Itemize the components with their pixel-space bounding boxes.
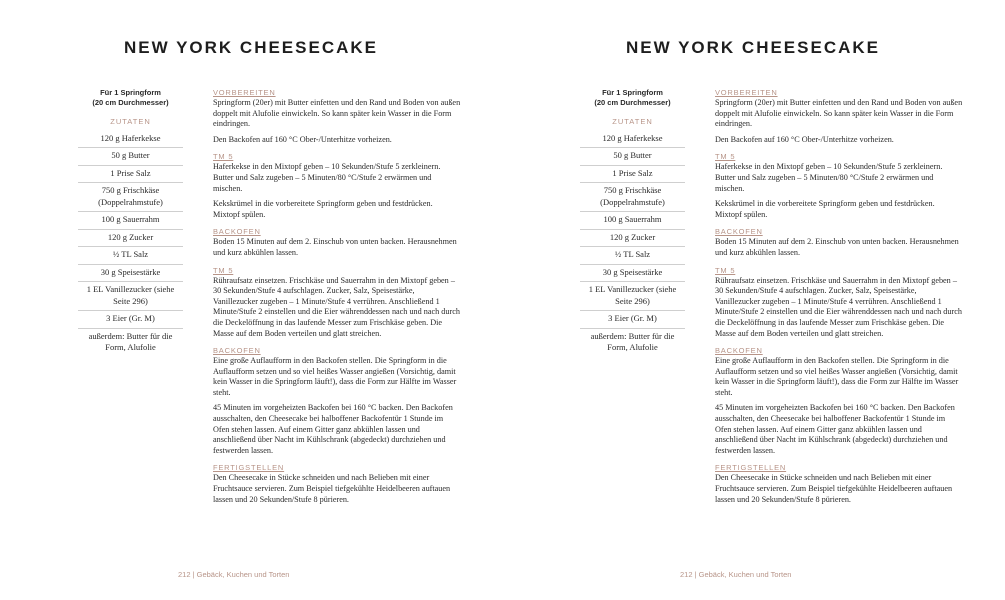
ingredient-item: außerdem: Butter für die Form, Alufolie: [88, 330, 173, 352]
step-paragraph: Rühraufsatz einsetzen. Frischkäse und Sauerrahm in den Mixtopf geben – 30 Sekunden/Stufe 4 aufschlagen. Zucker, Salz, Speisestärke, Vanillezucker zugeben – 1 Minute/Stufe 4 verrühren. Anschließend 1 Minute/Stufe 2 einstellen und die Eier währenddessen nach und nach durch die Deckelöffnung in das laufende Messer zum Frischkäse geben. Die Masse auf dem Boden verteilen und glatt streichen.: [213, 275, 460, 338]
serving-size-line2: (20 cm Durchmesser): [92, 98, 169, 107]
step-heading: TM 5: [213, 152, 234, 162]
page-footer: 212 | Gebäck, Kuchen und Torten: [178, 570, 290, 579]
ingredient-item: 50 g Butter: [580, 148, 685, 166]
step-heading: FERTIGSTELLEN: [213, 463, 285, 473]
step-paragraph: Den Cheesecake in Stücke schneiden und nach Belieben mit einer Fruchtsauce servieren. Zum Beispiel tiefgekühlte Heidelbeeren auftauen lassen und 20 Sekunden/Stufe 8 pürieren.: [715, 473, 953, 504]
ingredient-item: 1 EL Vanillezucker (siehe Seite 296): [580, 282, 685, 311]
step-paragraph: Haferkekse in den Mixtopf geben – 10 Sekunden/Stufe 5 zerkleinern. Butter und Salz zugeben – 5 Minuten/80 °C/Stufe 2 erwärmen und mischen.: [715, 162, 943, 193]
ingredient-item: 120 g Zucker: [78, 230, 183, 248]
ingredient-item: ½ TL Salz: [580, 247, 685, 265]
ingredient-item: 1 Prise Salz: [580, 166, 685, 184]
step-heading: BACKOFEN: [213, 227, 261, 237]
ingredients-heading: ZUTATEN: [612, 117, 653, 126]
ingredient-item: 120 g Zucker: [580, 230, 685, 248]
step-heading: FERTIGSTELLEN: [715, 463, 787, 473]
page-footer: 212 | Gebäck, Kuchen und Torten: [680, 570, 792, 579]
serving-size-line1: Für 1 Springform: [100, 88, 161, 97]
ingredient-item: 30 g Speisestärke: [580, 265, 685, 283]
step-heading: BACKOFEN: [715, 227, 763, 237]
ingredients-column: [78, 88, 183, 357]
ingredient-item: 100 g Sauerrahm: [580, 212, 685, 230]
step-paragraph: Rühraufsatz einsetzen. Frischkäse und Sauerrahm in den Mixtopf geben – 30 Sekunden/Stufe 4 aufschlagen. Zucker, Salz, Speisestärke, Vanillezucker zugeben – 1 Minute/Stufe 4 verrühren. Anschließend 1 Minute/Stufe 2 einstellen und die Eier währenddessen nach und nach durch die Deckelöffnung in das laufende Messer zum Frischkäse geben. Die Masse auf dem Boden verteilen und glatt streichen.: [715, 275, 962, 338]
ingredient-item: 120 g Haferkekse: [78, 131, 183, 149]
serving-size-line2: (20 cm Durchmesser): [594, 98, 671, 107]
ingredients-column: [580, 88, 685, 357]
step-paragraph: Kekskrümel in die vorbereitete Springform geben und festdrücken. Mixtopf spülen.: [213, 199, 433, 219]
ingredients-list: [78, 131, 183, 357]
ingredient-item: 750 g Frischkäse (Doppelrahmstufe): [78, 183, 183, 212]
ingredient-item: 3 Eier (Gr. M): [580, 311, 685, 329]
ingredient-item: 750 g Frischkäse (Doppelrahmstufe): [580, 183, 685, 212]
ingredient-item: 120 g Haferkekse: [580, 131, 685, 149]
ingredient-item: ½ TL Salz: [78, 247, 183, 265]
step-paragraph: Springform (20er) mit Butter einfetten und den Rand und Boden von außen doppelt mit Alufolie einwickeln. So kann später kein Wasser in die Form eindringen.: [213, 98, 461, 129]
step-paragraph: Haferkekse in den Mixtopf geben – 10 Sekunden/Stufe 5 zerkleinern. Butter und Salz zugeben – 5 Minuten/80 °C/Stufe 2 erwärmen und mischen.: [213, 162, 441, 193]
step-paragraph: Den Backofen auf 160 °C Ober-/Unterhitze vorheizen.: [213, 134, 392, 144]
left-page: [0, 0, 502, 600]
step-heading: TM 5: [213, 265, 234, 275]
step-paragraph: Springform (20er) mit Butter einfetten und den Rand und Boden von außen doppelt mit Alufolie einwickeln. So kann später kein Wasser in die Form eindringen.: [715, 98, 963, 129]
ingredients-heading: ZUTATEN: [110, 117, 151, 126]
recipe-title: NEW YORK CHEESECAKE: [626, 38, 880, 57]
step-paragraph: Kekskrümel in die vorbereitete Springform geben und festdrücken. Mixtopf spülen.: [715, 199, 935, 219]
step-heading: VORBEREITEN: [213, 88, 276, 97]
step-paragraph: 45 Minuten im vorgeheizten Backofen bei 160 °C backen. Den Backofen ausschalten, den Cheesecake bei halboffener Backofentür 1 Stunde im Ofen stehen lassen. Auf einem Gitter ganz abkühlen lassen und anschließend über Nacht im Kühlschrank (abgedeckt) durchziehen und festwerden lassen.: [715, 403, 955, 455]
serving-size-line1: Für 1 Springform: [602, 88, 663, 97]
step-heading: TM 5: [715, 152, 736, 162]
ingredient-item: 50 g Butter: [78, 148, 183, 166]
step-heading: VORBEREITEN: [715, 88, 778, 97]
steps-column: [715, 88, 963, 510]
ingredient-item: 30 g Speisestärke: [78, 265, 183, 283]
ingredient-item: 1 Prise Salz: [78, 166, 183, 184]
ingredient-item: 100 g Sauerrahm: [78, 212, 183, 230]
step-paragraph: 45 Minuten im vorgeheizten Backofen bei 160 °C backen. Den Backofen ausschalten, den Cheesecake bei halboffener Backofentür 1 Stunde im Ofen stehen lassen. Auf einem Gitter ganz abkühlen lassen und anschließend über Nacht im Kühlschrank (abgedeckt) durchziehen und festwerden lassen.: [213, 403, 453, 455]
step-heading: BACKOFEN: [715, 346, 763, 356]
steps-column: [213, 88, 461, 510]
ingredient-item: 1 EL Vanillezucker (siehe Seite 296): [78, 282, 183, 311]
ingredient-item: 3 Eier (Gr. M): [78, 311, 183, 329]
step-heading: BACKOFEN: [213, 346, 261, 356]
step-paragraph: Den Cheesecake in Stücke schneiden und nach Belieben mit einer Fruchtsauce servieren. Zum Beispiel tiefgekühlte Heidelbeeren auftauen lassen und 20 Sekunden/Stufe 8 pürieren.: [213, 473, 451, 504]
ingredients-list: [580, 131, 685, 357]
right-page: [502, 0, 1004, 600]
step-paragraph: Boden 15 Minuten auf dem 2. Einschub von unten backen. Herausnehmen und kurz abkühlen lassen.: [213, 237, 457, 257]
ingredient-item: außerdem: Butter für die Form, Alufolie: [590, 330, 675, 352]
recipe-title: NEW YORK CHEESECAKE: [124, 38, 378, 57]
step-heading: TM 5: [715, 265, 736, 275]
step-paragraph: Eine große Auflaufform in den Backofen stellen. Die Springform in die Auflaufform setzen und so viel heißes Wasser angießen (Vorsichtig, damit kein Wasser in die Springform läuft!), dass die Form zur Hälfte im Wasser steht.: [715, 356, 959, 397]
step-paragraph: Boden 15 Minuten auf dem 2. Einschub von unten backen. Herausnehmen und kurz abkühlen lassen.: [715, 237, 959, 257]
step-paragraph: Den Backofen auf 160 °C Ober-/Unterhitze vorheizen.: [715, 134, 894, 144]
step-paragraph: Eine große Auflaufform in den Backofen stellen. Die Springform in die Auflaufform setzen und so viel heißes Wasser angießen (Vorsichtig, damit kein Wasser in die Springform läuft!), dass die Form zur Hälfte im Wasser steht.: [213, 356, 457, 397]
